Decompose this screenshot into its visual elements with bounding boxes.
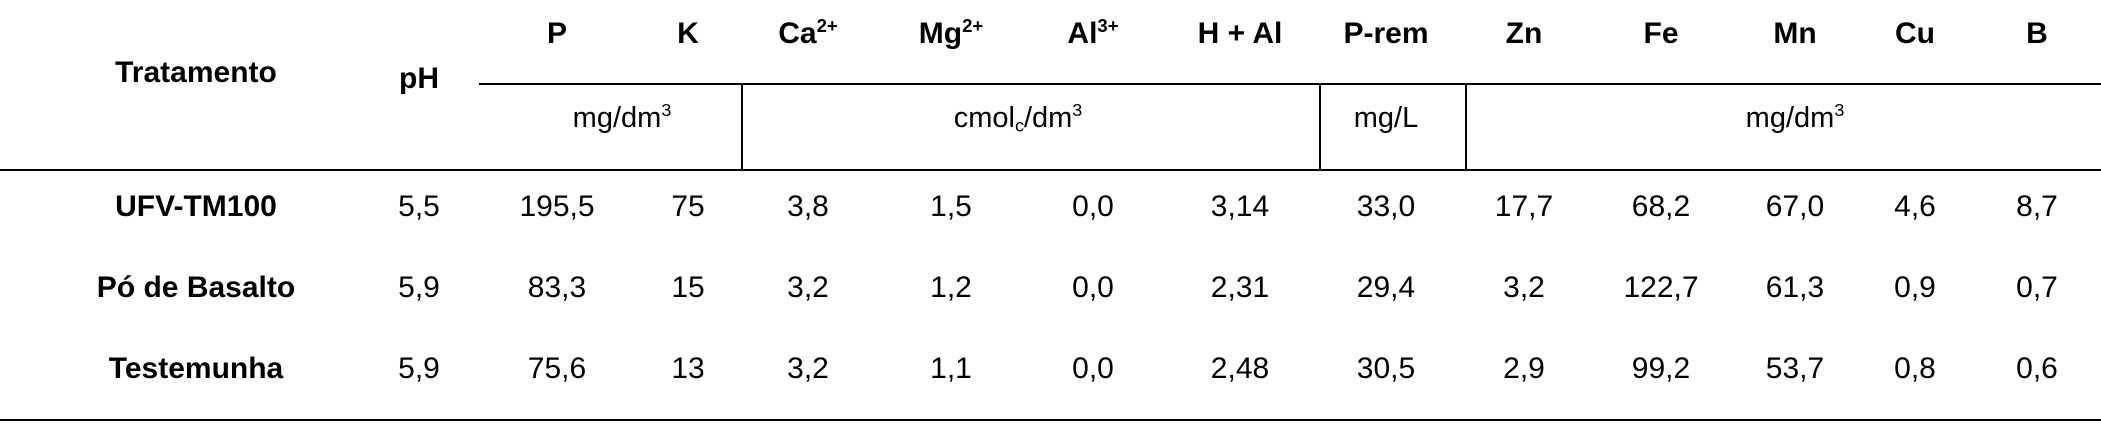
table-cell: 3,2 bbox=[787, 271, 829, 304]
header-col-ca: $Ca^{2+}$ bbox=[778, 14, 838, 50]
table-cell: 1,5 bbox=[930, 190, 972, 223]
table-cell: 13 bbox=[671, 352, 705, 385]
unit-divider-2 bbox=[1319, 84, 1321, 170]
header-col-cu: Cu bbox=[1895, 17, 1935, 50]
unit-group-mg-l: mg/L bbox=[1353, 102, 1419, 134]
header-col-p: P bbox=[546, 17, 568, 50]
header-col-al: $Al^{3+}$ bbox=[1067, 14, 1119, 50]
table-cell: 15 bbox=[671, 271, 705, 304]
header-ph: pH bbox=[399, 62, 439, 95]
header-col-b: B bbox=[2026, 17, 2048, 50]
table-cell: 68,2 bbox=[1631, 190, 1691, 223]
table-cell: 0,0 bbox=[1072, 190, 1114, 223]
table-cell: 61,3 bbox=[1765, 271, 1825, 304]
header-col-k: K bbox=[677, 17, 699, 50]
table-cell: 17,7 bbox=[1494, 190, 1554, 223]
table-cell: 1,1 bbox=[930, 352, 972, 385]
header-col-p-rem: P-rem bbox=[1343, 17, 1429, 50]
table-cell: 0,7 bbox=[2016, 271, 2058, 304]
unit-group-mg-dm3: $mg/dm^3$ bbox=[572, 100, 672, 134]
table-cell: 30,5 bbox=[1356, 352, 1416, 385]
table-cell: 2,31 bbox=[1210, 271, 1270, 304]
table-cell: 99,2 bbox=[1631, 352, 1691, 385]
header-rule-bottom bbox=[0, 169, 2101, 171]
table-cell: 4,6 bbox=[1894, 190, 1936, 223]
table-cell: 2,48 bbox=[1210, 352, 1270, 385]
table-cell: 5,9 bbox=[398, 352, 440, 385]
row-label: Pó de Basalto bbox=[96, 271, 296, 304]
row-label: Testemunha bbox=[108, 352, 284, 385]
table-rule-bottom bbox=[0, 419, 2101, 421]
table-cell: 195,5 bbox=[519, 190, 595, 223]
table-cell: 83,3 bbox=[527, 271, 587, 304]
table-cell: 75,6 bbox=[527, 352, 587, 385]
table-cell: 3,2 bbox=[1503, 271, 1545, 304]
table-cell: 0,9 bbox=[1894, 271, 1936, 304]
table-cell: 3,2 bbox=[787, 352, 829, 385]
table-cell: 29,4 bbox=[1356, 271, 1416, 304]
row-label: UFV-TM100 bbox=[115, 190, 277, 223]
table-cell: 0,0 bbox=[1072, 352, 1114, 385]
unit-group-cmolc-dm3: $cmol_c/dm^3$ bbox=[953, 100, 1083, 136]
header-col-h-al: H + Al bbox=[1197, 17, 1283, 50]
table-cell: 1,2 bbox=[930, 271, 972, 304]
table-cell: 33,0 bbox=[1356, 190, 1416, 223]
table-cell: 67,0 bbox=[1765, 190, 1825, 223]
header-col-zn: Zn bbox=[1505, 17, 1543, 50]
unit-divider-3 bbox=[1465, 84, 1467, 170]
header-treatment: Tratamento bbox=[115, 56, 277, 89]
unit-divider-1 bbox=[741, 84, 743, 170]
table-cell: 53,7 bbox=[1765, 352, 1825, 385]
unit-group-micro-mg-dm3: $mg/dm^3$ bbox=[1745, 100, 1845, 134]
table-cell: 122,7 bbox=[1623, 271, 1699, 304]
header-rule-mid bbox=[479, 83, 2101, 85]
table-cell: 5,5 bbox=[398, 190, 440, 223]
table-cell: 0,0 bbox=[1072, 271, 1114, 304]
header-col-mn: Mn bbox=[1773, 17, 1817, 50]
table-cell: 8,7 bbox=[2016, 190, 2058, 223]
table-cell: 5,9 bbox=[398, 271, 440, 304]
table-cell: 0,6 bbox=[2016, 352, 2058, 385]
header-col-mg: $Mg^{2+}$ bbox=[918, 14, 984, 50]
table-cell: 2,9 bbox=[1503, 352, 1545, 385]
table-cell: 3,8 bbox=[787, 190, 829, 223]
header-col-fe: Fe bbox=[1643, 17, 1679, 50]
table-cell: 3,14 bbox=[1210, 190, 1270, 223]
table-cell: 75 bbox=[671, 190, 705, 223]
table-cell: 0,8 bbox=[1894, 352, 1936, 385]
